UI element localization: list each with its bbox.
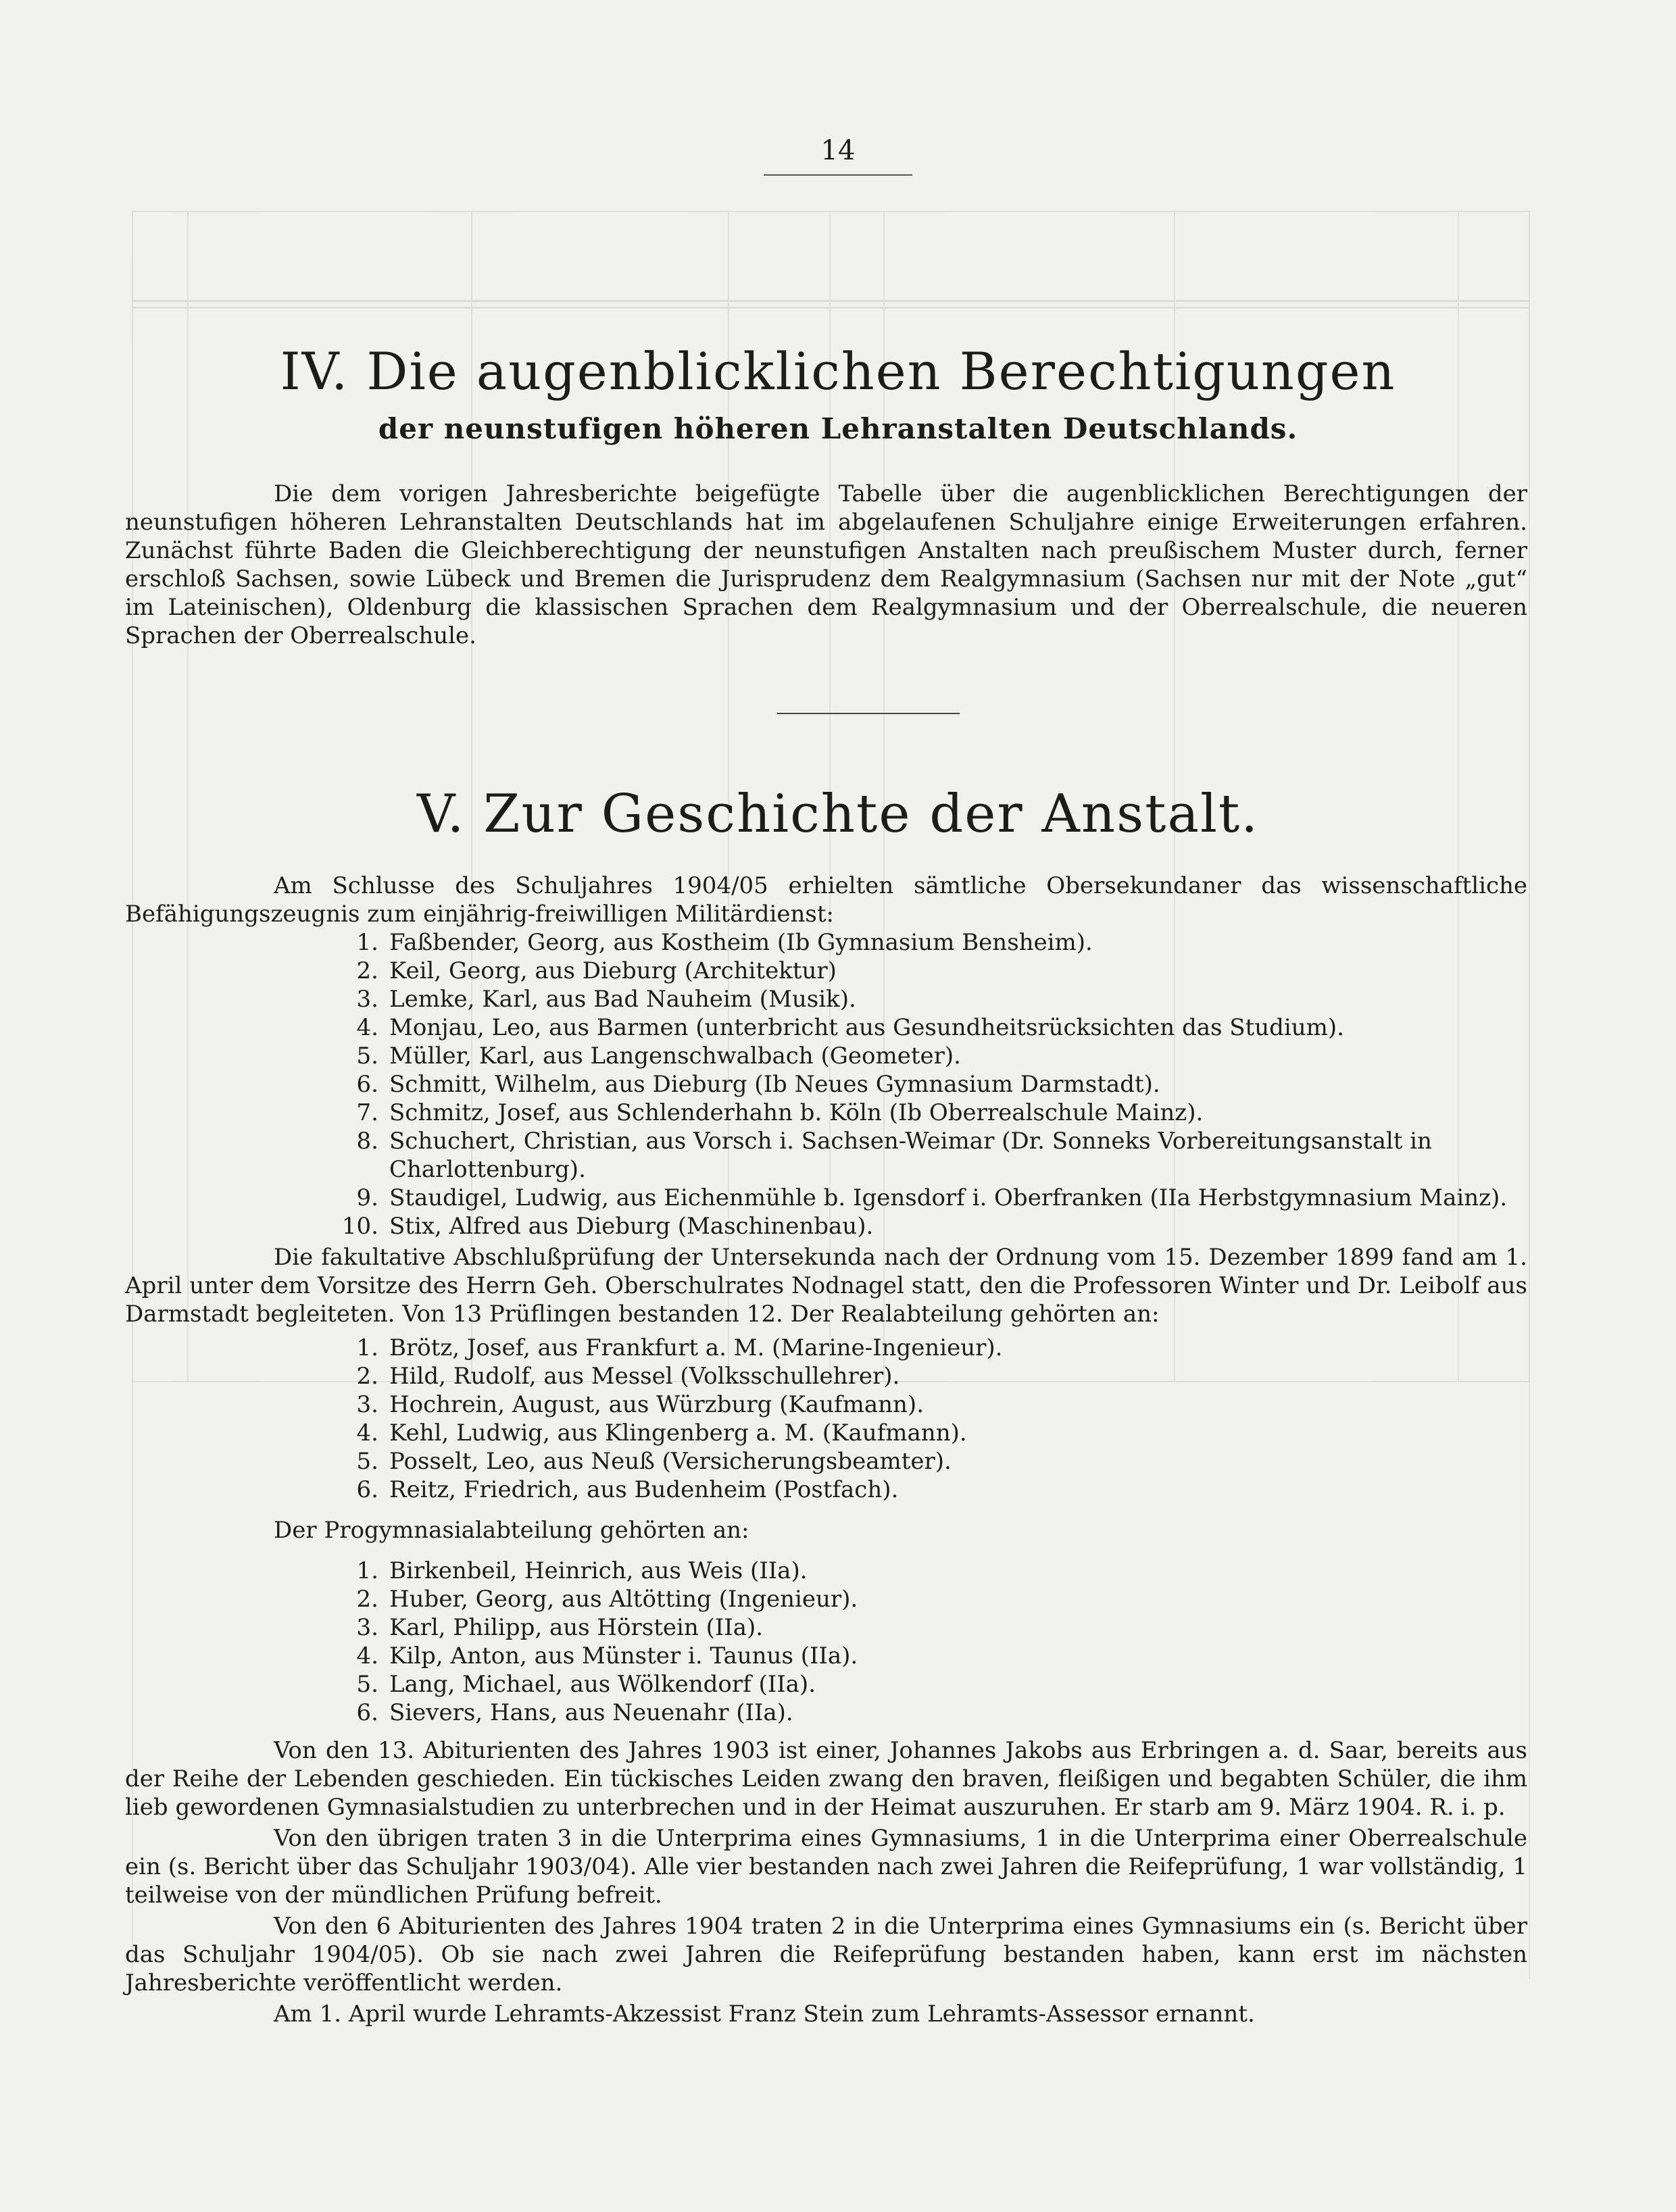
list-item: 4. Kehl, Ludwig, aus Klingenberg a. M. (Kaufmann). (356, 1419, 967, 1447)
list-item: 6. Schmitt, Wilhelm, aus Dieburg (Ib Neues Gymnasium Darmstadt). (356, 1071, 1160, 1098)
list-item: 3. Lemke, Karl, aus Bad Nauheim (Musik). (356, 986, 856, 1013)
list-item: 5. Posselt, Leo, aus Neuß (Versicherungsbeamter). (356, 1448, 952, 1475)
list-item: 3. Karl, Philipp, aus Hörstein (IIa). (356, 1614, 764, 1641)
list-item: 3. Hochrein, August, aus Würzburg (Kaufmann). (356, 1391, 924, 1418)
list-item: 4. Monjau, Leo, aus Barmen (unterbricht aus Gesundheitsrücksichten das Studium). (356, 1014, 1344, 1041)
list-item: 7. Schmitz, Josef, aus Schlenderhahn b. Köln (Ib Oberrealschule Mainz). (356, 1099, 1204, 1126)
paragraph-abschlusspruefung: Die fakultative Abschlußprüfung der Untersekunda nach der Ordnung vom 15. Dezember 1899 fand am 1. April unter dem Vorsitze des Herrn Geh. Oberschulrates Nodnagel statt, den die Professoren Winter und Dr. Leibolf aus Darmstadt begleiteten. Von 13 Prüflingen bestanden 12. Der Realabteilung gehörten an: (125, 1244, 1527, 1328)
section-v-intro: Am Schlusse des Schuljahres 1904/05 erhielten sämtliche Obersekundaner das wissenschaftliche Befähigungszeugnis zum einjährig-freiwilligen Militärdienst: (125, 872, 1527, 928)
list-item: 5. Lang, Michael, aus Wölkendorf (IIa). (356, 1671, 816, 1698)
paragraph-uebrigen: Von den übrigen traten 3 in die Unterprima eines Gymnasiums, 1 in die Unterprima einer Oberrealschule ein (s. Bericht über das Schuljahr 1903/04). Alle vier bestanden nach zwei Jahren die Reifeprüfung, 1 war vollständig, 1 teilweise von der mündlichen Prüfung befreit. (125, 1825, 1527, 1909)
page-number: 14 (820, 135, 856, 166)
section-iv-subtitle: der neunstufigen höheren Lehranstalten Deutschlands. (378, 412, 1298, 445)
prog-intro: Der Progymnasialabteilung gehörten an: (274, 1517, 749, 1544)
paragraph-ernennung: Am 1. April wurde Lehramts-Akzessist Franz Stein zum Lehramts-Assessor ernannt. (274, 2001, 1255, 2028)
list-item: 9. Staudigel, Ludwig, aus Eichenmühle b. Igensdorf i. Oberfranken (IIa Herbstgymnasium Mainz). (356, 1184, 1508, 1211)
section-divider (777, 713, 960, 714)
show-through-header (133, 212, 1529, 302)
paragraph-abiturienten-1903: Von den 13. Abiturienten des Jahres 1903 ist einer, Johannes Jakobs aus Erbringen a. d. Saar, bereits aus der Reihe der Lebenden geschieden. Ein tückisches Leiden zwang den braven, fleißigen und begabten Schüler, die ihm lieb gewordenen Gymnasialstudien zu unterbrechen und in der Heimat auszuruhen. Er starb am 9. März 1904. R. i. p. (125, 1737, 1527, 1821)
list-item: 5. Müller, Karl, aus Langenschwalbach (Geometer). (356, 1042, 961, 1070)
section-iv-paragraph: Die dem vorigen Jahresberichte beigefügte Tabelle über die augenblicklichen Berechtigungen der neunstufigen höheren Lehranstalten Deutschlands hat im abgelaufenen Schuljahre einige Erweiterungen erfahren. Zunächst führte Baden die Gleichberechtigung der neunstufigen Anstalten nach preußischem Muster durch, ferner erschloß Sachsen, sowie Lübeck und Bremen die Jurisprudenz dem Realgymnasium (Sachsen nur mit der Note „gut“ im Lateinischen), Oldenburg die klassischen Sprachen dem Realgymnasium und der Oberrealschule, die neueren Sprachen der Oberrealschule. (125, 480, 1527, 649)
section-v-numeral: V. (416, 784, 466, 845)
list-item: 1. Birkenbeil, Heinrich, aus Weis (IIa). (356, 1557, 808, 1584)
list-item: 4. Kilp, Anton, aus Münster i. Taunus (IIa). (356, 1642, 858, 1669)
section-v-heading (0, 784, 1676, 845)
section-iv-numeral: IV. (280, 341, 349, 401)
list-item: 2. Hild, Rudolf, aus Messel (Volksschullehrer). (356, 1363, 900, 1390)
list-item: 10. Stix, Alfred aus Dieburg (Maschinenbau). (341, 1213, 874, 1240)
list-item: 2. Keil, Georg, aus Dieburg (Architektur) (356, 957, 837, 984)
page-number-rule (764, 174, 912, 176)
section-iv-heading (0, 341, 1676, 401)
list-item: 6. Reitz, Friedrich, aus Budenheim (Postfach). (356, 1476, 899, 1503)
show-through-rule (133, 307, 1529, 309)
paragraph-abiturienten-1904: Von den 6 Abiturienten des Jahres 1904 traten 2 in die Unterprima eines Gymnasiums ein (s. Bericht über das Schuljahr 1904/05). Ob sie nach zwei Jahren die Reifeprüfung bestanden haben, kann erst im nächsten Jahresberichte veröffentlicht werden. (125, 1913, 1527, 1996)
list-item: 6. Sievers, Hans, aus Neuenahr (IIa). (356, 1699, 793, 1726)
list-item: 1. Brötz, Josef, aus Frankfurt a. M. (Marine-Ingenieur). (356, 1334, 1003, 1361)
section-v-title: Zur Geschichte der Anstalt. (483, 784, 1260, 845)
section-iv-title: Die augenblicklichen Berechtigungen (366, 341, 1396, 401)
list-item: Charlottenburg). (389, 1156, 586, 1183)
list-item: 2. Huber, Georg, aus Altötting (Ingenieur). (356, 1586, 858, 1613)
list-item: 1. Faßbender, Georg, aus Kostheim (Ib Gymnasium Bensheim). (356, 929, 1093, 956)
list-item: 8. Schuchert, Christian, aus Vorsch i. Sachsen-Weimar (Dr. Sonneks Vorbereitungsanstalt in (356, 1128, 1432, 1155)
